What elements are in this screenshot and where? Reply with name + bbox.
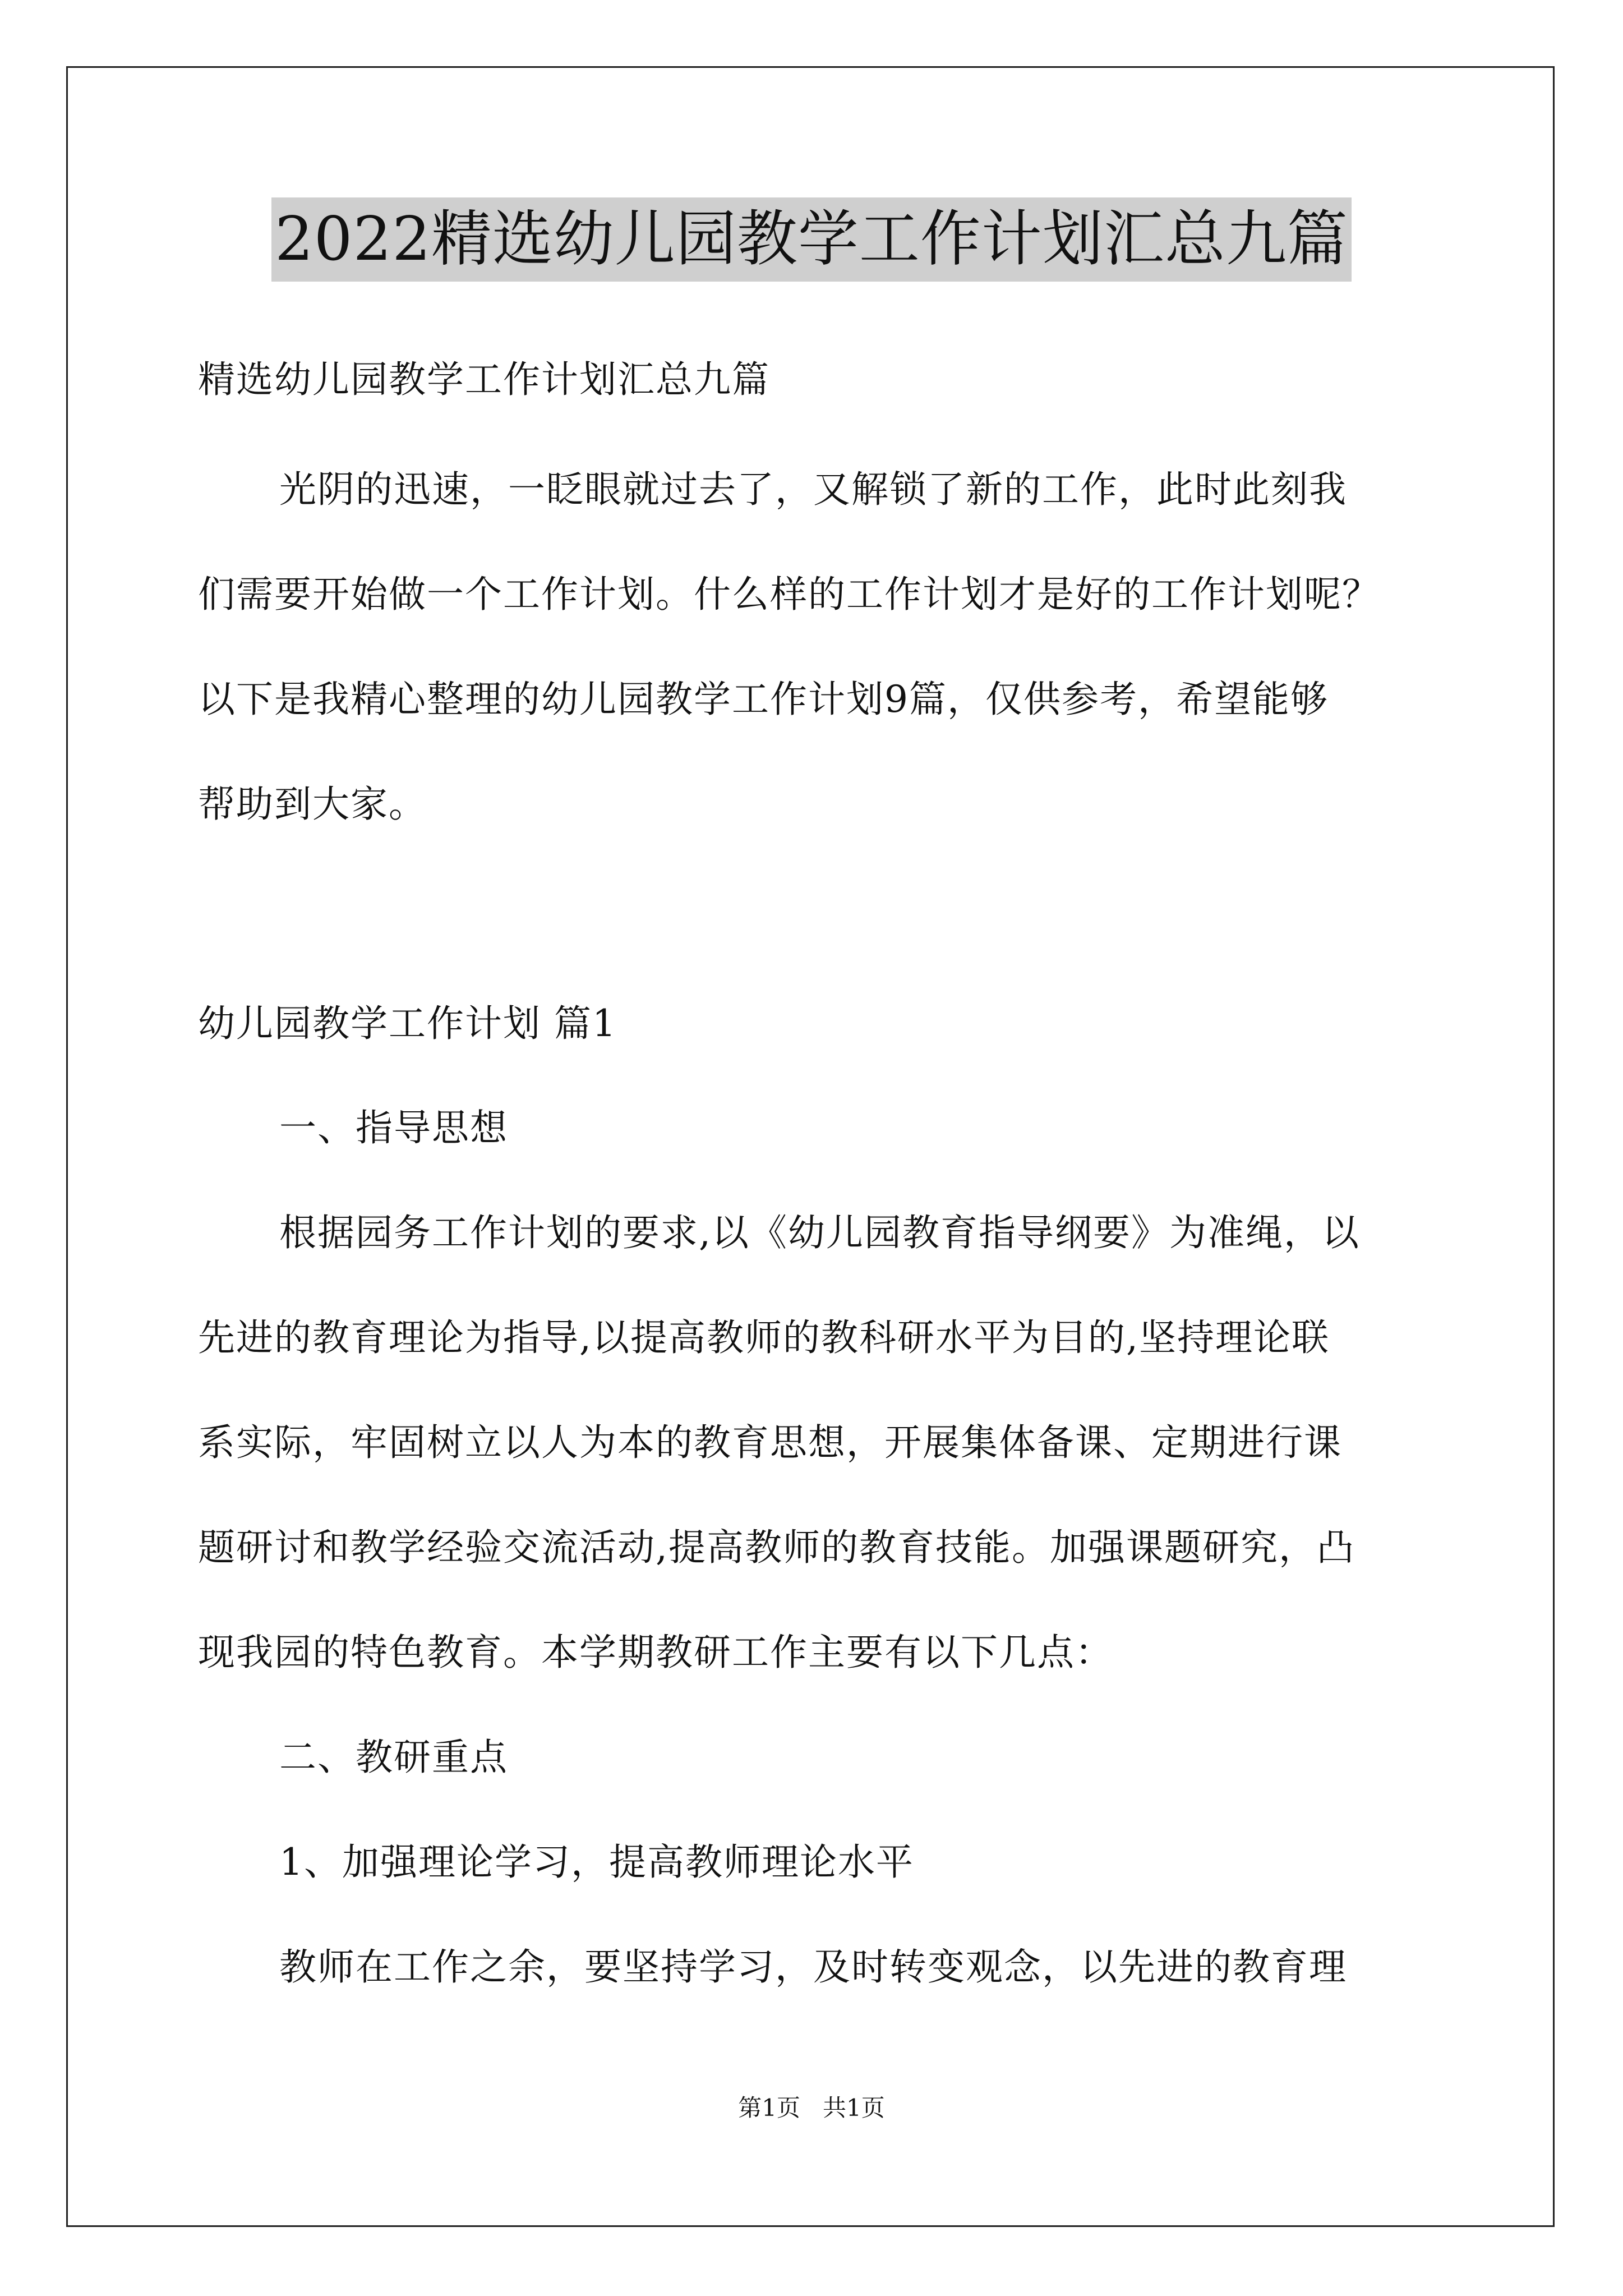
paragraph-2-line-1: 教师在工作之余，要坚持学习，及时转变观念，以先进的教育理 xyxy=(279,1945,1347,1989)
paragraph-1-line-5: 现我园的特色教育。本学期教研工作主要有以下几点： xyxy=(198,1631,1113,1674)
intro-line-4: 帮助到大家。 xyxy=(198,783,427,826)
title-wrap xyxy=(0,197,1623,282)
intro-line-3: 以下是我精心整理的幼儿园教学工作计划9篇，仅供参考，希望能够 xyxy=(198,678,1329,721)
document-subtitle: 精选幼儿园教学工作计划汇总九篇 xyxy=(198,358,770,401)
paragraph-1-line-4: 题研讨和教学经验交流活动,提高教师的教育技能。加强课题研究，凸 xyxy=(198,1526,1355,1569)
section-heading: 幼儿园教学工作计划 篇1 xyxy=(198,1002,617,1045)
intro-line-1: 光阴的迅速，一眨眼就过去了，又解锁了新的工作，此时此刻我 xyxy=(279,468,1347,511)
paragraph-1-line-1: 根据园务工作计划的要求,以《幼儿园教育指导纲要》为准绳，以 xyxy=(279,1211,1360,1254)
page-footer: 第1页 共1页 xyxy=(738,2094,885,2122)
document-title: 2022精选幼儿园教学工作计划汇总九篇 xyxy=(271,197,1352,282)
paragraph-1-line-2: 先进的教育理论为指导,以提高教师的教科研水平为目的,坚持理论联 xyxy=(198,1316,1330,1359)
intro-line-2: 们需要开始做一个工作计划。什么样的工作计划才是好的工作计划呢？ xyxy=(198,573,1380,616)
heading-teaching-research-focus: 二、教研重点 xyxy=(279,1736,508,1779)
paragraph-1-line-3: 系实际，牢固树立以人为本的教育思想，开展集体备课、定期进行课 xyxy=(198,1421,1342,1464)
sub-heading-theory-study: 1、加强理论学习，提高教师理论水平 xyxy=(279,1841,914,1884)
heading-guiding-ideology: 一、指导思想 xyxy=(279,1106,508,1149)
